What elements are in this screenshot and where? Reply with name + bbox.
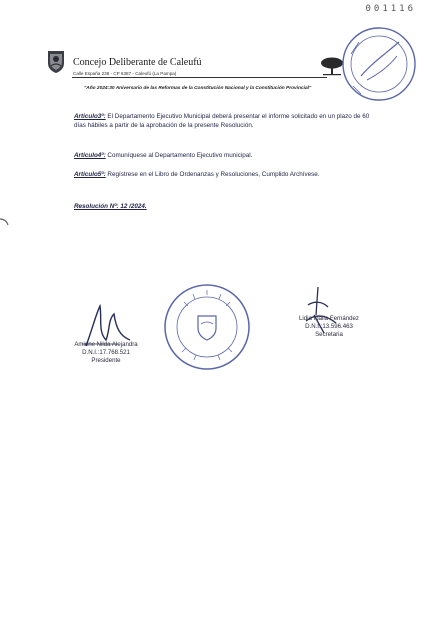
article-4 [74,151,374,160]
secretary-signature-block [284,315,374,339]
article-5-label: Articulo5º: [74,171,106,178]
president-dni: D.N.I.:17.768.521 [82,349,130,356]
entry-stamp [339,24,419,104]
municipal-crest-logo [47,48,65,74]
folio-number: 001116 [365,4,416,14]
org-address: Calle España 238 - CP 6387 - Caleufú (La Pampa) [73,71,177,76]
secretary-dni: D.N.I.:13.596.463 [305,323,353,330]
article-4-text: Comuníquese al Departamento Ejecutivo municipal. [105,152,253,159]
article-3-label: Articulo3º: [74,113,106,120]
article-3 [74,112,374,131]
binding-hole-mark [0,217,10,231]
president-name: Amione Nilda Alejandra [74,341,138,348]
president-signature-block [60,341,152,365]
council-seal-stamp [162,282,252,372]
article-5 [74,170,374,179]
org-name: Concejo Deliberante de Caleufú [73,57,202,68]
article-4-label: Articulo4º: [74,152,106,159]
resolution-number: Resolución Nº: 12 /2024. [74,203,147,210]
header-rule [72,77,327,78]
article-3-text: El Departamento Ejecutivo Municipal deberá presentar el informe solicitado en un plazo de 60 días hábiles a partir de la aprobación de la presente Resolución. [74,113,370,130]
secretary-name: Lidia Idalia Fernández [299,315,359,322]
article-5-text: Regístrese en el Libro de Ordenanzas y Resoluciones, Cumplido Archívese. [105,171,320,178]
secretary-role: Secretaria [315,331,343,338]
year-motto: "Año 2024:30 Aniversario de las Reformas de la Constitución Nacional y la Constitución Provincial" [84,86,312,91]
president-role: Presidente [91,357,121,364]
